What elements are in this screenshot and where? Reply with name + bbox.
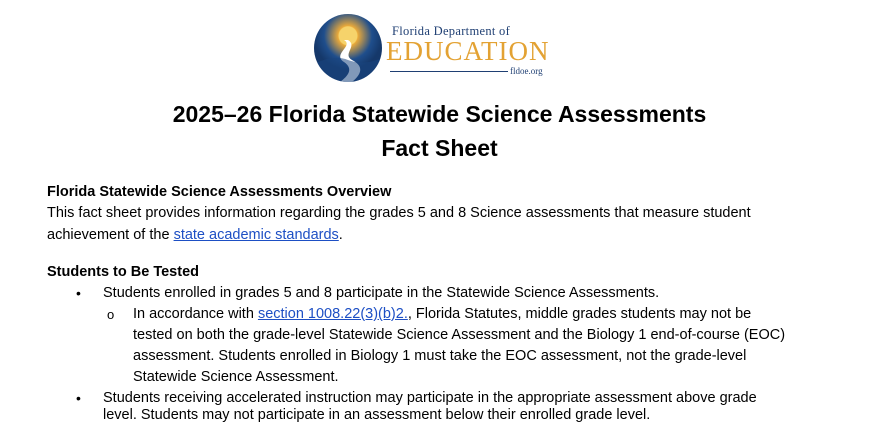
sub-bullet-icon: o — [107, 307, 115, 322]
logo-url: fldoe.org — [510, 66, 543, 76]
overview-line-2 — [47, 225, 343, 246]
sub-bullet-1-line-3: assessment. Students enrolled in Biology 1 must take the EOC assessment, not the grade-level — [133, 348, 747, 364]
fldoe-logo — [314, 14, 554, 84]
page-title: 2025–26 Florida Statewide Science Assessments — [172, 101, 707, 127]
road-graphic — [314, 14, 382, 82]
bullet-1-text: Students enrolled in grades 5 and 8 participate in the Statewide Science Assessments. — [103, 285, 660, 301]
overview-heading: Florida Statewide Science Assessments Overview — [47, 184, 392, 200]
overview-text-after: . — [338, 227, 343, 243]
overview-line-1: This fact sheet provides information regarding the grades 5 and 8 Science assessments that measure student — [47, 205, 751, 221]
bullet-icon: • — [76, 285, 81, 301]
bullet-2-line-2: level. Students may not participate in an assessment below their enrolled grade level. — [103, 407, 651, 423]
logo-emblem — [314, 14, 382, 82]
page-subtitle: Fact Sheet — [381, 135, 498, 161]
overview-text-before: achievement of the — [47, 227, 174, 243]
logo-top-text: Florida Department of — [392, 24, 511, 38]
bullet-2-line-1: Students receiving accelerated instruction may participate in the appropriate assessment above grade — [103, 390, 757, 406]
sub-bullet-text-after: , Florida Statutes, middle grades students may not be — [407, 306, 752, 322]
logo-divider — [390, 71, 508, 72]
state-academic-standards-link[interactable]: state academic standards — [173, 227, 339, 243]
students-heading: Students to Be Tested — [47, 264, 199, 280]
statute-section-link[interactable]: section 1008.22(3)(b)2. — [257, 306, 408, 322]
bullet-icon: • — [76, 390, 81, 406]
sub-bullet-1-line-2: tested on both the grade-level Statewide Science Assessment and the Biology 1 end-of-course (EOC) — [133, 327, 786, 343]
logo-main-text: EDUCATION — [386, 36, 550, 66]
sub-bullet-1-line-4: Statewide Science Assessment. — [133, 369, 339, 385]
sub-bullet-1-line-1 — [133, 304, 751, 325]
sub-bullet-text-before: In accordance with — [133, 306, 258, 322]
